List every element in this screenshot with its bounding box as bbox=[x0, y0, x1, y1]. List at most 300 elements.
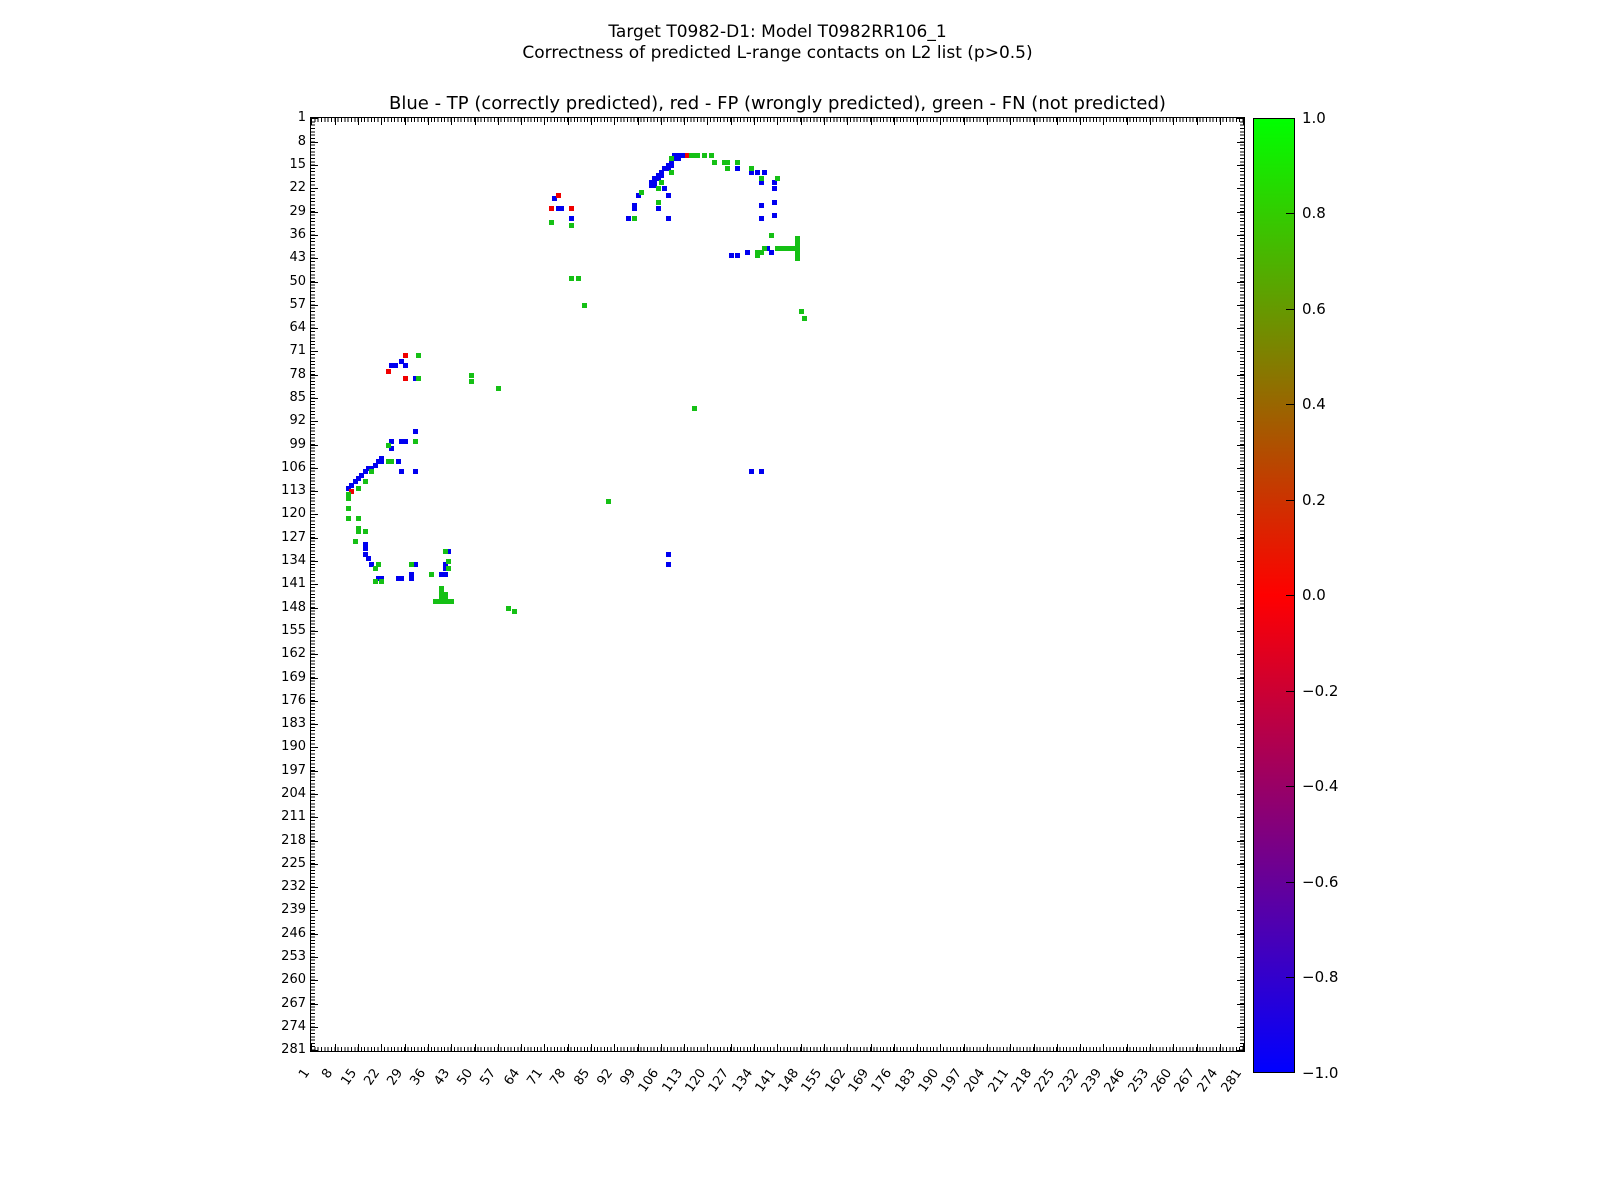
colorbar-tick-label: 1.0 bbox=[1302, 108, 1326, 127]
contact-point-green bbox=[409, 562, 414, 567]
major-tick bbox=[1237, 351, 1244, 352]
contact-point-green bbox=[386, 443, 391, 448]
x-tick-label: 8 bbox=[319, 1066, 337, 1082]
y-tick-label: 8 bbox=[297, 133, 306, 149]
major-tick bbox=[311, 1050, 318, 1051]
major-tick bbox=[661, 118, 662, 125]
y-tick-label: 29 bbox=[289, 203, 306, 219]
y-tick-label: 1 bbox=[297, 110, 306, 126]
x-tick-label: 57 bbox=[477, 1066, 500, 1089]
contact-point-blue bbox=[735, 166, 740, 171]
major-tick bbox=[311, 188, 318, 189]
colorbar-tick bbox=[1286, 691, 1294, 692]
major-tick bbox=[311, 654, 318, 655]
contact-point-blue bbox=[749, 469, 754, 474]
major-tick bbox=[801, 1044, 802, 1051]
major-tick bbox=[824, 1044, 825, 1051]
major-tick bbox=[894, 1044, 895, 1051]
major-tick bbox=[1237, 1004, 1244, 1005]
x-tick-label: 106 bbox=[635, 1066, 663, 1096]
major-tick bbox=[1080, 118, 1081, 125]
contact-point-green bbox=[606, 499, 611, 504]
major-tick bbox=[405, 1044, 406, 1051]
major-tick bbox=[1237, 421, 1244, 422]
x-tick-label: 176 bbox=[868, 1066, 896, 1096]
major-tick bbox=[1034, 118, 1035, 125]
contact-point-green bbox=[363, 479, 368, 484]
contact-point-blue bbox=[403, 439, 408, 444]
major-tick bbox=[1237, 282, 1244, 283]
contact-point-green bbox=[496, 386, 501, 391]
major-tick bbox=[777, 118, 778, 125]
major-tick bbox=[1034, 1044, 1035, 1051]
contact-point-blue bbox=[363, 546, 368, 551]
major-tick bbox=[311, 957, 318, 958]
major-tick bbox=[311, 678, 318, 679]
y-tick-label: 211 bbox=[281, 809, 306, 825]
y-tick-label: 267 bbox=[281, 995, 306, 1011]
x-tick-label: 71 bbox=[524, 1066, 547, 1089]
major-tick bbox=[638, 1044, 639, 1051]
contact-point-blue bbox=[729, 253, 734, 258]
major-tick bbox=[684, 1044, 685, 1051]
major-tick bbox=[1237, 305, 1244, 306]
major-tick bbox=[568, 1044, 569, 1051]
x-tick-label: 232 bbox=[1055, 1066, 1082, 1096]
contact-point-blue bbox=[626, 216, 631, 221]
major-tick bbox=[311, 701, 318, 702]
major-tick bbox=[311, 934, 318, 935]
major-tick bbox=[358, 1044, 359, 1051]
major-tick bbox=[824, 118, 825, 125]
x-tick-label: 50 bbox=[454, 1066, 477, 1089]
y-tick-label: 246 bbox=[281, 925, 306, 941]
contact-point-green bbox=[356, 486, 361, 491]
major-tick bbox=[707, 1044, 708, 1051]
major-tick bbox=[1237, 165, 1244, 166]
axes-title: Blue - TP (correctly predicted), red - FP (wrongly predicted), green - FN (not predicted) bbox=[389, 93, 1166, 114]
y-tick-label: 120 bbox=[281, 506, 306, 522]
x-tick-label: 43 bbox=[431, 1066, 453, 1089]
major-tick bbox=[964, 118, 965, 125]
contact-point-green bbox=[369, 469, 374, 474]
major-tick bbox=[754, 1044, 755, 1051]
y-tick-label: 239 bbox=[281, 902, 306, 918]
contact-point-green bbox=[795, 256, 800, 261]
contact-point-blue bbox=[399, 469, 404, 474]
contact-point-green bbox=[443, 549, 448, 554]
y-tick-label: 155 bbox=[281, 622, 306, 638]
major-tick bbox=[311, 398, 318, 399]
major-tick bbox=[311, 468, 318, 469]
x-tick-label: 148 bbox=[775, 1066, 803, 1096]
y-tick-label: 134 bbox=[281, 553, 306, 569]
colorbar-tick bbox=[1286, 309, 1294, 310]
contact-point-blue bbox=[772, 200, 777, 205]
major-tick bbox=[1237, 212, 1244, 213]
major-tick bbox=[591, 118, 592, 125]
contact-point-green bbox=[639, 190, 644, 195]
major-tick bbox=[801, 118, 802, 125]
y-tick-label: 22 bbox=[289, 180, 306, 196]
contact-point-blue bbox=[409, 576, 414, 581]
contact-point-green bbox=[769, 233, 774, 238]
x-tick-label: 274 bbox=[1194, 1066, 1222, 1096]
major-tick bbox=[661, 1044, 662, 1051]
x-tick-label: 218 bbox=[1008, 1066, 1036, 1096]
major-tick bbox=[894, 118, 895, 125]
contact-point-green bbox=[712, 160, 717, 165]
contact-point-green bbox=[373, 579, 378, 584]
contact-point-green bbox=[416, 353, 421, 358]
contact-point-green bbox=[569, 223, 574, 228]
x-tick-label: 253 bbox=[1125, 1066, 1152, 1096]
major-tick bbox=[311, 864, 318, 865]
contact-point-green bbox=[449, 599, 454, 604]
contact-point-green bbox=[632, 216, 637, 221]
major-tick bbox=[638, 118, 639, 125]
major-tick bbox=[381, 118, 382, 125]
major-tick bbox=[1237, 142, 1244, 143]
contact-point-green bbox=[346, 506, 351, 511]
major-tick bbox=[311, 165, 318, 166]
major-tick bbox=[1173, 118, 1174, 125]
contact-point-green bbox=[353, 539, 358, 544]
x-tick-label: 36 bbox=[407, 1066, 430, 1089]
major-tick bbox=[311, 724, 318, 725]
contact-point-blue bbox=[569, 216, 574, 221]
x-tick-label: 141 bbox=[752, 1066, 779, 1096]
major-tick bbox=[1237, 608, 1244, 609]
contact-point-green bbox=[356, 516, 361, 521]
major-tick bbox=[1237, 957, 1244, 958]
contact-point-green bbox=[446, 559, 451, 564]
x-tick-label: 183 bbox=[892, 1066, 919, 1096]
major-tick bbox=[1237, 747, 1244, 748]
major-tick bbox=[964, 1044, 965, 1051]
y-tick-label: 225 bbox=[281, 855, 306, 871]
major-tick bbox=[1057, 118, 1058, 125]
y-tick-label: 57 bbox=[289, 296, 306, 312]
major-tick bbox=[311, 514, 318, 515]
y-tick-label: 183 bbox=[281, 716, 306, 732]
major-tick bbox=[311, 445, 318, 446]
major-tick bbox=[521, 118, 522, 125]
major-tick bbox=[1237, 701, 1244, 702]
y-tick-label: 176 bbox=[281, 692, 306, 708]
x-tick-label: 169 bbox=[845, 1066, 873, 1096]
contact-point-green bbox=[582, 303, 587, 308]
y-tick-label: 15 bbox=[289, 157, 306, 173]
major-tick bbox=[614, 1044, 615, 1051]
contact-point-blue bbox=[666, 552, 671, 557]
major-tick bbox=[451, 1044, 452, 1051]
contact-point-green bbox=[429, 572, 434, 577]
major-tick bbox=[311, 282, 318, 283]
x-tick-label: 162 bbox=[822, 1066, 849, 1096]
contact-point-green bbox=[512, 609, 517, 614]
major-tick bbox=[311, 142, 318, 143]
major-tick bbox=[1237, 631, 1244, 632]
contact-point-green bbox=[725, 160, 730, 165]
major-tick bbox=[358, 118, 359, 125]
colorbar-tick-label: −0.2 bbox=[1302, 681, 1339, 700]
y-tick-label: 78 bbox=[289, 366, 306, 382]
major-tick bbox=[1150, 118, 1151, 125]
x-tick-label: 281 bbox=[1218, 1066, 1245, 1096]
major-tick bbox=[1220, 1044, 1221, 1051]
y-tick-label: 204 bbox=[281, 785, 306, 801]
x-tick-label: 225 bbox=[1031, 1066, 1059, 1096]
x-tick-label: 204 bbox=[962, 1066, 989, 1096]
y-tick-label: 64 bbox=[289, 320, 306, 336]
major-tick bbox=[707, 118, 708, 125]
contact-point-green bbox=[549, 220, 554, 225]
major-tick bbox=[311, 305, 318, 306]
major-tick bbox=[1237, 794, 1244, 795]
major-tick bbox=[428, 1044, 429, 1051]
colorbar-tick bbox=[1286, 786, 1294, 787]
major-tick bbox=[311, 841, 318, 842]
x-tick-label: 190 bbox=[915, 1066, 943, 1096]
figure-title-line2: Correctness of predicted L-range contacts on L2 list (p>0.5) bbox=[522, 43, 1033, 63]
major-tick bbox=[1237, 934, 1244, 935]
colorbar-tick bbox=[1286, 595, 1294, 596]
x-tick-label: 120 bbox=[682, 1066, 710, 1096]
x-tick-label: 155 bbox=[799, 1066, 826, 1096]
major-tick bbox=[847, 1044, 848, 1051]
major-tick bbox=[777, 1044, 778, 1051]
major-tick bbox=[1220, 118, 1221, 125]
contact-point-red bbox=[386, 369, 391, 374]
colorbar-tick-label: 0.2 bbox=[1302, 490, 1326, 509]
contact-point-green bbox=[569, 276, 574, 281]
colorbar-tick-label: 0.4 bbox=[1302, 395, 1326, 413]
major-tick bbox=[591, 1044, 592, 1051]
contact-point-green bbox=[792, 246, 797, 251]
x-tick-label: 99 bbox=[617, 1066, 640, 1089]
major-tick bbox=[475, 118, 476, 125]
y-tick-label: 113 bbox=[281, 483, 306, 499]
major-tick bbox=[1237, 910, 1244, 911]
major-tick bbox=[917, 1044, 918, 1051]
major-tick bbox=[940, 1044, 941, 1051]
major-tick bbox=[987, 1044, 988, 1051]
major-tick bbox=[498, 118, 499, 125]
contact-point-blue bbox=[666, 216, 671, 221]
major-tick bbox=[940, 118, 941, 125]
major-tick bbox=[451, 118, 452, 125]
x-tick-label: 64 bbox=[500, 1066, 523, 1089]
major-tick bbox=[311, 910, 318, 911]
major-tick bbox=[568, 118, 569, 125]
y-tick-label: 197 bbox=[281, 762, 306, 778]
contact-point-green bbox=[802, 316, 807, 321]
colorbar-tick-label: 0.8 bbox=[1302, 204, 1326, 222]
y-tick-label: 148 bbox=[281, 599, 306, 615]
colorbar-tick bbox=[1286, 404, 1294, 405]
major-tick bbox=[1237, 235, 1244, 236]
contact-point-green bbox=[749, 166, 754, 171]
major-tick bbox=[731, 1044, 732, 1051]
major-tick bbox=[311, 561, 318, 562]
colorbar-tick-label: −0.8 bbox=[1302, 968, 1339, 986]
x-tick-label: 92 bbox=[594, 1066, 616, 1089]
contact-point-green bbox=[656, 200, 661, 205]
major-tick bbox=[311, 608, 318, 609]
major-tick bbox=[1237, 864, 1244, 865]
contact-point-green bbox=[416, 376, 421, 381]
y-tick-label: 253 bbox=[281, 949, 306, 964]
major-tick bbox=[731, 118, 732, 125]
major-tick bbox=[1237, 538, 1244, 539]
major-tick bbox=[1103, 1044, 1104, 1051]
y-tick-label: 36 bbox=[289, 226, 306, 242]
y-tick-label: 50 bbox=[289, 273, 306, 289]
major-tick bbox=[1237, 468, 1244, 469]
x-tick-label: 29 bbox=[384, 1066, 407, 1089]
major-tick bbox=[614, 118, 615, 125]
contact-point-green bbox=[373, 566, 378, 571]
colorbar-tick bbox=[1286, 882, 1294, 883]
major-tick bbox=[871, 118, 872, 125]
major-tick bbox=[871, 1044, 872, 1051]
contact-point-blue bbox=[759, 216, 764, 221]
major-tick bbox=[1173, 1044, 1174, 1051]
major-tick bbox=[1237, 724, 1244, 725]
major-tick bbox=[1150, 1044, 1151, 1051]
contact-point-green bbox=[692, 406, 697, 411]
y-tick-label: 169 bbox=[281, 669, 306, 685]
major-tick bbox=[1237, 118, 1244, 119]
colorbar-tick-label: 0.6 bbox=[1302, 299, 1326, 318]
major-tick bbox=[1237, 561, 1244, 562]
major-tick bbox=[311, 235, 318, 236]
major-tick bbox=[1010, 118, 1011, 125]
y-tick-label: 232 bbox=[281, 879, 306, 895]
contact-point-blue bbox=[396, 459, 401, 464]
contact-point-blue bbox=[399, 576, 404, 581]
colorbar-tick bbox=[1286, 977, 1294, 978]
y-tick-label: 106 bbox=[281, 459, 306, 475]
major-tick bbox=[1237, 887, 1244, 888]
major-tick bbox=[1237, 188, 1244, 189]
contact-point-green bbox=[506, 606, 511, 611]
major-tick bbox=[311, 212, 318, 213]
major-tick bbox=[1057, 1044, 1058, 1051]
major-tick bbox=[1127, 1044, 1128, 1051]
major-tick bbox=[311, 631, 318, 632]
contact-point-red bbox=[569, 206, 574, 211]
major-tick bbox=[1237, 514, 1244, 515]
x-tick-label: 239 bbox=[1078, 1066, 1106, 1096]
contact-point-green bbox=[469, 379, 474, 384]
contact-point-blue bbox=[443, 572, 448, 577]
contact-point-green bbox=[669, 156, 674, 161]
contact-point-green bbox=[446, 566, 451, 571]
major-tick bbox=[1237, 1027, 1244, 1028]
contact-point-blue bbox=[413, 429, 418, 434]
major-tick bbox=[1237, 771, 1244, 772]
colorbar-tick bbox=[1286, 500, 1294, 501]
contact-point-green bbox=[775, 176, 780, 181]
y-tick-label: 162 bbox=[281, 646, 306, 662]
major-tick bbox=[1197, 1044, 1198, 1051]
major-tick bbox=[1080, 1044, 1081, 1051]
contact-point-blue bbox=[759, 469, 764, 474]
major-tick bbox=[428, 118, 429, 125]
contact-point-green bbox=[413, 439, 418, 444]
colorbar-tick-label: −0.4 bbox=[1302, 777, 1339, 795]
major-tick bbox=[311, 887, 318, 888]
x-tick-label: 15 bbox=[337, 1066, 360, 1089]
major-tick bbox=[498, 1044, 499, 1051]
major-tick bbox=[1237, 654, 1244, 655]
contact-point-red bbox=[556, 193, 561, 198]
y-tick-label: 141 bbox=[281, 576, 306, 592]
x-tick-label: 197 bbox=[938, 1066, 966, 1096]
major-tick bbox=[311, 771, 318, 772]
major-tick bbox=[1237, 398, 1244, 399]
major-tick bbox=[311, 584, 318, 585]
major-tick bbox=[405, 118, 406, 125]
x-tick-label: 211 bbox=[985, 1066, 1012, 1096]
major-tick bbox=[1237, 491, 1244, 492]
major-tick bbox=[311, 747, 318, 748]
y-tick-label: 92 bbox=[289, 413, 306, 429]
major-tick bbox=[1237, 258, 1244, 259]
major-tick bbox=[1237, 841, 1244, 842]
contact-point-blue bbox=[393, 363, 398, 368]
major-tick bbox=[1237, 375, 1244, 376]
major-tick bbox=[1237, 445, 1244, 446]
major-tick bbox=[544, 118, 545, 125]
x-tick-label: 267 bbox=[1171, 1066, 1199, 1096]
major-tick bbox=[311, 794, 318, 795]
y-tick-label: 274 bbox=[281, 1018, 306, 1034]
contact-point-red bbox=[549, 206, 554, 211]
contact-point-blue bbox=[379, 459, 384, 464]
contact-point-blue bbox=[759, 203, 764, 208]
colorbar-tick bbox=[1286, 213, 1294, 214]
y-tick-label: 43 bbox=[289, 250, 306, 266]
major-tick bbox=[521, 1044, 522, 1051]
major-tick bbox=[1237, 328, 1244, 329]
contact-point-green bbox=[709, 153, 714, 158]
major-tick bbox=[754, 118, 755, 125]
figure-title bbox=[310, 22, 1245, 64]
contact-point-blue bbox=[769, 250, 774, 255]
contact-point-green bbox=[702, 153, 707, 158]
major-tick bbox=[311, 258, 318, 259]
contact-point-green bbox=[389, 459, 394, 464]
contact-point-green bbox=[469, 373, 474, 378]
contact-point-blue bbox=[772, 186, 777, 191]
contact-point-blue bbox=[662, 186, 667, 191]
colorbar-tick-label: −1.0 bbox=[1302, 1063, 1339, 1082]
x-tick-label: 134 bbox=[729, 1066, 756, 1096]
major-tick bbox=[1237, 1050, 1244, 1051]
contact-point-red bbox=[403, 353, 408, 358]
contact-point-green bbox=[379, 579, 384, 584]
contact-point-blue bbox=[676, 156, 681, 161]
x-tick-label: 22 bbox=[361, 1066, 384, 1089]
contact-point-green bbox=[669, 170, 674, 175]
major-tick bbox=[1127, 118, 1128, 125]
y-tick-label: 99 bbox=[289, 436, 306, 452]
contact-point-blue bbox=[559, 206, 564, 211]
y-tick-label: 260 bbox=[281, 972, 306, 988]
